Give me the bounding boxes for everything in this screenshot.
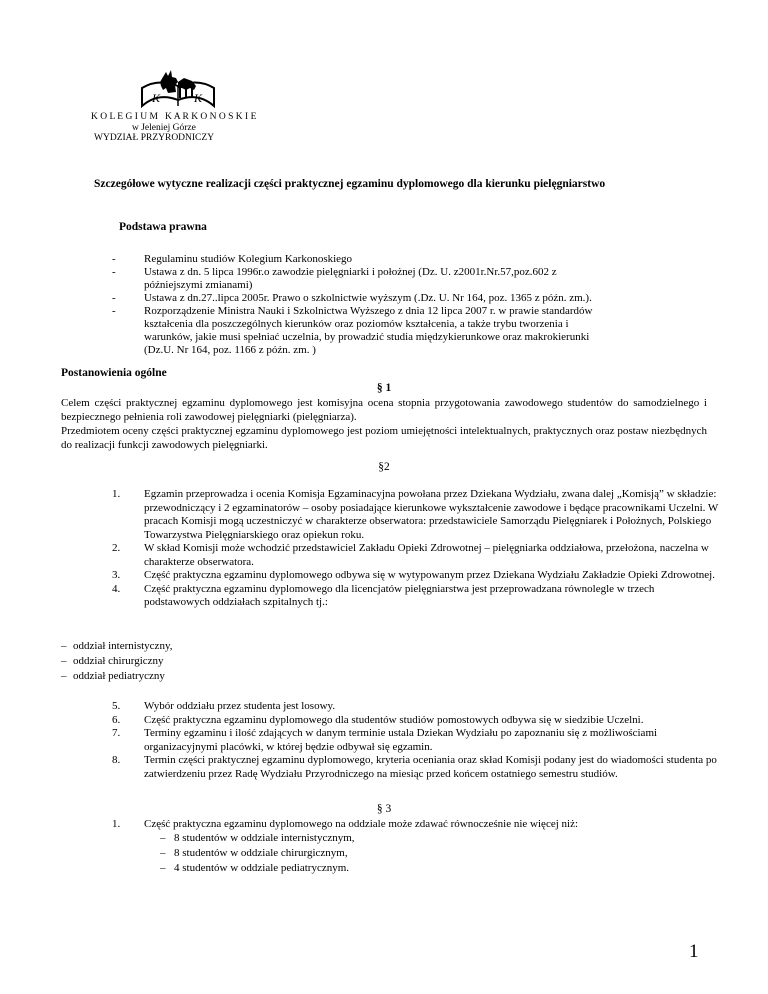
student-limits-list	[160, 831, 355, 876]
faculty-name: WYDZIAŁ PRZYRODNICZY	[94, 133, 215, 143]
list-item: 1. Część praktyczna egzaminu dyplomowego na oddziale może zdawać równocześnie nie więcej niż:	[112, 818, 579, 830]
list-item: 6. Część praktyczna egzaminu dyplomowego dla studentów studiów pomostowych odbywa się w siedzibie Uczelni.	[112, 713, 644, 726]
list-item: – 8 studentów w oddziale internistycznym,	[160, 832, 355, 844]
section-2-symbol: §2	[378, 461, 390, 473]
paragraph-purpose: Celem części praktycznej egzaminu dyplomowego jest komisyjna ocena stopnia przygotowania zawodowego studentów do samodzielnego i bezpiecznego pełnienia roli zawodowej pielęgniarki (pielęgniarza).	[61, 397, 707, 423]
list-item: 8. Termin części praktycznej egzaminu dyplomowego, kryteria oceniania oraz skład Komisji podany jest do wiadomości studenta po zatwierdzeniu przez Radę Wydziału Przyrodniczego na miesiąc przed końcem ostatniego semestru studiów.	[112, 754, 717, 780]
section-1-symbol: § 1	[376, 382, 392, 394]
list-item: 3. Część praktyczna egzaminu dyplomowego odbywa się w wytypowanym przez Dziekana Wydziału Zakładzie Opieki Zdrowotnej.	[112, 569, 715, 581]
dash-marker: -	[112, 253, 116, 265]
document-title: Szczegółowe wytyczne realizacji części praktycznej egzaminu dyplomowego dla kierunku pielęgniarstwo	[94, 178, 606, 190]
dash-marker: -	[112, 292, 116, 304]
list-item: - Regulaminu studiów Kolegium Karkonoskiego	[112, 253, 353, 265]
list-item: – oddział pediatryczny	[61, 670, 165, 682]
list-item: 2. W skład Komisji może wchodzić przedstawiciel Zakładu Opieki Zdrowotnej – pielęgniarka oddziałowa, przełożona, naczelna w charakterze obserwatora.	[112, 542, 709, 568]
list-item: - Ustawa z dn. 5 lipca 1996r.o zawodzie pielęgniarki i położnej (Dz. U. z2001r.Nr.57,poz.602 z późniejszymi zmianami)	[112, 266, 557, 291]
list-item: 4. Część praktyczna egzaminu dyplomowego dla licencjatów pielęgniarstwa jest przeprowadzana równolegle w trzech podstawowych oddziałach szpitalnych tj.:	[112, 582, 655, 608]
logo-letter-right: K	[194, 91, 203, 105]
section-3-list	[112, 818, 720, 832]
paragraph-subject: Przedmiotem oceny części praktycznej egzaminu dyplomowego jest poziom umiejętności intelektualnych, praktycznych oraz postaw niezbędnych do realizacji funkcji zawodowych pielęgniarki.	[61, 425, 707, 451]
list-item: 5. Wybór oddziału przez studenta jest losowy.	[112, 700, 336, 712]
list-item: - Ustawa z dn.27..lipca 2005r. Prawo o szkolnictwie wyższym (.Dz. U. Nr 164, poz. 1365 z późn. zm.).	[112, 292, 592, 304]
list-item: – oddział internistyczny,	[61, 640, 173, 652]
list-item: 1. Egzamin przeprowadza i ocenia Komisja Egzaminacyjna powołana przez Dziekana Wydziału, zwana dalej „Komisją” w składzie: przewodniczący i 2 egzaminatorów – osoby posiadające kierunkowe wykształcenie zawodowe i będące pracownikami Uczelni. W pracach Komisji mogą uczestniczyć w charakterze obserwatora: przedstawiciele Samorządu Pielęgniarek i Położnych, Polskiego Towarzystwa Pielęgniarskiego oraz opiekun roku.	[112, 488, 719, 541]
institution-city: w Jeleniej Górze	[132, 123, 196, 133]
dash-marker: -	[112, 266, 116, 278]
list-item: – 8 studentów w oddziale chirurgicznym,	[160, 847, 348, 859]
list-item: – oddział chirurgiczny	[61, 655, 164, 667]
general-provisions-heading: Postanowienia ogólne	[61, 367, 167, 379]
dash-marker: -	[112, 305, 116, 317]
list-item: - Rozporządzenie Ministra Nauki i Szkolnictwa Wyższego z dnia 12 lipca 2007 r. w prawie standardów kształcenia dla poszczególnych kierunków oraz poziomów kształcenia, a także trybu tworzenia i warunków, jakie musi spełniać uczelnia, by prowadzić studia międzykierunkowe oraz makrokierunki (Dz.U. Nr 164, poz. 1166 z późn. zm. )	[112, 305, 593, 356]
section-3-symbol: § 3	[376, 803, 392, 815]
wards-list	[61, 639, 172, 684]
list-item: – 4 studentów w oddziale pediatrycznym.	[160, 862, 350, 874]
section-2-list-b	[112, 700, 720, 781]
list-item: 7. Terminy egzaminu i ilość zdających w danym terminie ustala Dziekan Wydziału po zapoznaniu się z możliwościami organizacyjnymi placówki, w której będzie odbywał się egzamin.	[112, 727, 658, 753]
page-number: 1	[689, 941, 699, 962]
section-2-list-a	[112, 488, 720, 610]
logo-letter-left: K	[152, 91, 161, 105]
legal-basis-heading: Podstawa prawna	[119, 221, 207, 233]
institution-name: K O L E G I U M K A R K O N O S K I E	[91, 112, 257, 122]
college-logo-icon	[138, 66, 218, 110]
legal-basis-list	[112, 253, 712, 357]
